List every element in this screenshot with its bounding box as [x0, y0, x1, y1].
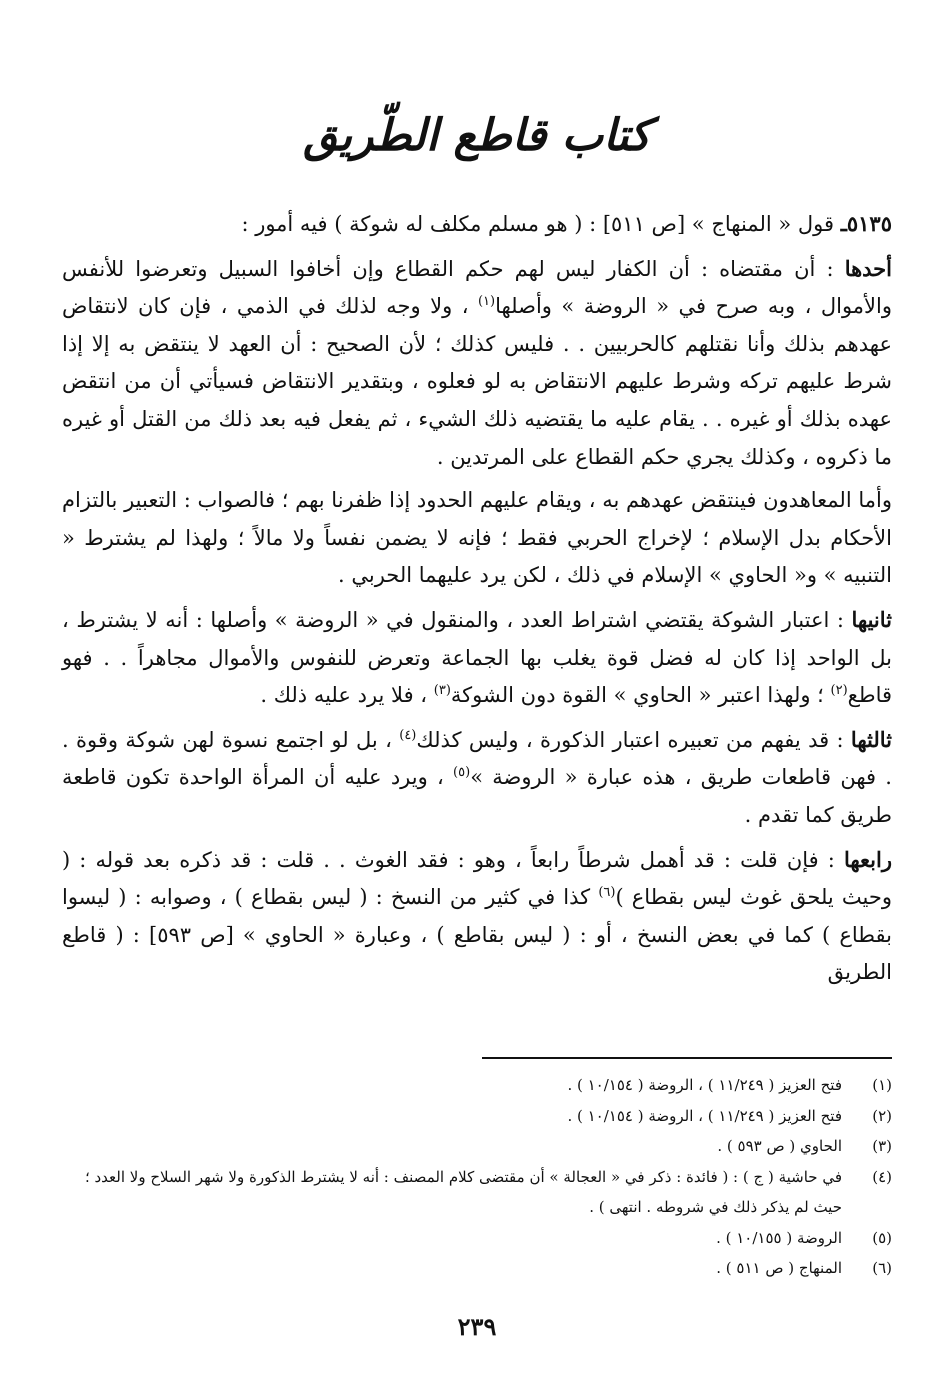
paragraph-4 [62, 601, 892, 715]
footnote-marker[interactable]: (٤) [399, 727, 417, 743]
footnote-item [62, 1070, 892, 1101]
footnote-divider [482, 1057, 892, 1059]
footnote-item [62, 1131, 892, 1162]
footnote-number: (٦) [872, 1259, 892, 1277]
paragraph-text: : قد يفهم من تعبيره اعتبار الذكورة ، وليس كذلك [416, 727, 844, 752]
footnote-number: (٢) [872, 1106, 892, 1125]
paragraph-number: ٥١٣٥ـ [840, 211, 892, 236]
paragraph-6 [62, 841, 892, 992]
paragraph-lead: ثالثها [850, 726, 892, 752]
main-text [62, 205, 892, 992]
paragraph-text-cont: ، ولا وجه لذلك في الذمي ، فإن كان لانتقاض عهدهم بذلك وأنا نقتلهم كالحربيين . . فليس كذلك ؛ لأن الصحيح : أن العهد لا ينتقض به إلا إذا شرط عليهم تركه وشرط عليهم الانتقاض به لو فعلوه ، وبتقدير الانتقاض فسيأتي أن من انتقض عهده بذلك أو غيره . . يقام عليه ما يقتضيه ذلك الشيء ، ثم يفعل فيه بعد ذلك من القتل أو غيره ما ذكروه ، وكذلك يجري حكم القطاع على المرتدين . [62, 294, 892, 469]
footnote-marker[interactable]: (٢) [830, 683, 848, 699]
paragraph-text: : أن مقتضاه : أن الكفار ليس لهم حكم القطاع وإن أخافوا السبيل وتعرضوا للأنفس والأموال ، وبه صرح في « الروضة » وأصلها [62, 256, 893, 319]
page-number: ٢٣٩ [457, 1312, 497, 1341]
footnote-number: (٤) [872, 1167, 892, 1186]
paragraph-1 [62, 205, 892, 244]
footnote-marker[interactable]: (١) [477, 294, 496, 310]
footnote-item [62, 1253, 892, 1284]
paragraph-lead: رابعها [843, 846, 892, 872]
paragraph-2 [62, 250, 892, 477]
footnote-item [62, 1101, 892, 1132]
footnote-text: فتح العزيز ( ١١/٢٤٩ ) ، الروضة ( ١٠/١٥٤ ) . [567, 1076, 842, 1094]
paragraph-text-end: ، فلا يرد عليه ذلك . [260, 683, 428, 708]
paragraph-text-end: ، ويرد عليه أن المرأة الواحدة تكون قاطعة طريق كما تقدم . [62, 765, 892, 827]
footnote-item [62, 1223, 892, 1254]
footnote-text: الروضة ( ١٠/١٥٥ ) . [716, 1228, 842, 1247]
footnote-marker[interactable]: (٥) [453, 765, 471, 781]
chapter-title: كتاب قاطع الطّريق [303, 110, 651, 161]
footnote-number: (٥) [872, 1228, 892, 1247]
paragraph-lead: ثانيها [851, 606, 892, 632]
paragraph-text-cont: كذا في كثير من النسخ : ( ليس بقطاع ) ، وصوابه : ( ليسوا بقطاع ) كما في بعض النسخ ، أو : ( ليس بقاطع ) ، وعبارة « الحاوي » [ص ٥٩٣] : ( قاطع الطريق [62, 885, 892, 985]
footnote-marker[interactable]: (٣) [433, 683, 451, 699]
footnote-text: المنهاج ( ص ٥١١ ) . [716, 1259, 842, 1277]
footnote-number: (٣) [872, 1137, 892, 1155]
paragraph-5 [62, 721, 892, 835]
paragraph-text: قول « المنهاج » [ص ٥١١] : ( هو مسلم مكلف له شوكة ) فيه أمور : [241, 212, 835, 236]
footnote-marker[interactable]: (٦) [598, 885, 616, 901]
paragraph-3 [62, 482, 892, 595]
footnotes [62, 1070, 892, 1284]
book-page [62, 0, 892, 1397]
paragraph-text: : اعتبار الشوكة يقتضي اشتراط العدد ، والمنقول في « الروضة » وأصلها : أنه لا يشترط ، بل الواحد إذا كان له فضل قوة يغلب بها الجماعة وتعرض للنفوس والأموال مجاهراً . . فهو قاطع [62, 607, 892, 708]
paragraph-text: وأما المعاهدون فينتقض عهدهم به ، ويقام عليهم الحدود إذا ظفرنا بهم ؛ فالصواب : التعبير بالتزام الأحكام بدل الإسلام ؛ لإخراج الحربي فقط ؛ فإنه لا يضمن نفساً ولا مالاً ؛ ولهذا لم يشترط « التنبيه » و« الحاوي » الإسلام في ذلك ، لكن يرد عليهما الحربي . [62, 488, 892, 588]
footnote-number: (١) [872, 1076, 892, 1094]
paragraph-text-cont: ؛ ولهذا اعتبر « الحاوي » القوة دون الشوكة [450, 683, 824, 708]
footnote-text: في حاشية ( ج ) : ( فائدة : ذكر في « العجالة » أن مقتضى كلام المصنف : أنه لا يشترط الذكورة ولا شهر السلاح ولا العدد ؛ حيث لم يذكر ذلك في شروطه . انتهى ) . [84, 1167, 842, 1216]
paragraph-text: : فإن قلت : قد أهمل شرطاً رابعاً ، وهو : فقد الغوث . . قلت : قد ذكره بعد قوله : ( وحيث يلحق غوث ليس بقطاع ) [62, 847, 892, 910]
footnote-item [62, 1162, 892, 1223]
footnote-text: الحاوي ( ص ٥٩٣ ) . [717, 1137, 842, 1155]
paragraph-lead: أحدها [844, 255, 892, 281]
footnote-text: فتح العزيز ( ١١/٢٤٩ ) ، الروضة ( ١٠/١٥٤ ) . [567, 1106, 842, 1125]
paragraph-text-cont: ، بل لو اجتمع نسوة لهن شوكة وقوة . . فهن قاطعات طريق ، هذه عبارة « الروضة » [62, 727, 892, 790]
